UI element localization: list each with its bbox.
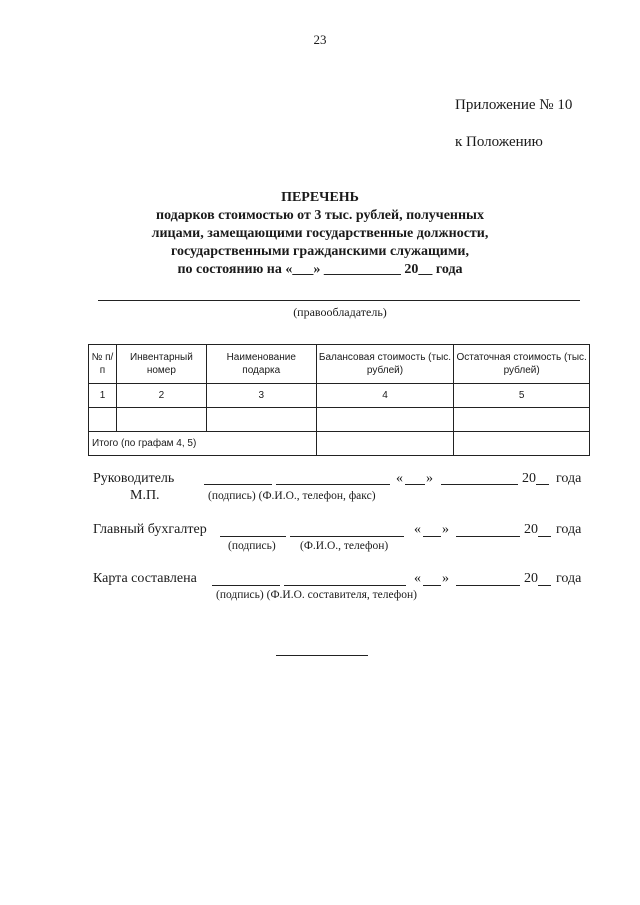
title-line-3: государственными гражданскими служащими, (171, 244, 469, 259)
rightholder-line (98, 300, 580, 301)
accountant-signature-line (220, 536, 286, 537)
document-title (120, 189, 520, 279)
head-signature-row (93, 471, 174, 487)
column-number-4: 4 (316, 384, 454, 408)
head-name-line (276, 484, 390, 485)
head-year-prefix: 20 (522, 471, 536, 486)
header-gift-name: Наименование подарка (206, 345, 316, 384)
header-book-value: Балансовая стоимость (тыс. рублей) (316, 345, 454, 384)
column-number-5: 5 (454, 384, 590, 408)
total-residual-value (454, 432, 590, 456)
table-column-numbers-row (89, 384, 590, 408)
column-number-2: 2 (116, 384, 206, 408)
accountant-name-caption: (Ф.И.О., телефон) (300, 540, 389, 552)
page-number: 23 (313, 32, 327, 47)
head-month-line (441, 484, 518, 485)
accountant-day-line (423, 536, 441, 537)
accountant-name-line (290, 536, 404, 537)
title-heading: ПЕРЕЧЕНЬ (281, 190, 359, 205)
gifts-table (88, 344, 590, 456)
accountant-year-suffix: года (556, 522, 582, 537)
column-number-3: 3 (206, 384, 316, 408)
accountant-year-line (538, 536, 551, 537)
end-divider (276, 655, 368, 656)
column-number-1: 1 (89, 384, 117, 408)
compiled-signature-line (212, 585, 280, 586)
compiled-label: Карта составлена (93, 571, 197, 586)
title-line-1: подарков стоимостью от 3 тыс. рублей, полученных (156, 208, 484, 223)
appendix-label: Приложение № 10 (455, 97, 573, 113)
head-signature-caption: (подпись) (Ф.И.О., телефон, факс) (208, 490, 376, 502)
compiled-date-open: « (414, 571, 421, 586)
accountant-label: Главный бухгалтер (93, 522, 207, 537)
table-cell (454, 408, 590, 432)
head-signature-line (204, 484, 272, 485)
table-cell (316, 408, 454, 432)
accountant-year-prefix: 20 (524, 522, 538, 537)
head-year-suffix: года (556, 471, 582, 486)
total-book-value (316, 432, 454, 456)
rightholder-caption: (правообладатель) (293, 305, 387, 319)
accountant-date-close: » (442, 522, 449, 537)
compiled-year-line (538, 585, 551, 586)
head-day-line (405, 484, 425, 485)
appendix-reference: к Положению (455, 134, 543, 150)
total-label: Итого (по графам 4, 5) (89, 432, 317, 456)
accountant-sign-caption: (подпись) (228, 540, 276, 552)
title-line-2: лицами, замещающими государственные должности, (151, 226, 489, 241)
accountant-month-line (456, 536, 520, 537)
compiled-caption: (подпись) (Ф.И.О. составителя, телефон) (216, 589, 417, 601)
compiled-year-suffix: года (556, 571, 582, 586)
compiled-name-line (284, 585, 406, 586)
accountant-date-open: « (414, 522, 421, 537)
table-cell (89, 408, 117, 432)
table-row (89, 408, 590, 432)
compiled-year-prefix: 20 (524, 571, 538, 586)
compiled-month-line (456, 585, 520, 586)
header-inventory-number: Инвентарный номер (116, 345, 206, 384)
table-cell (206, 408, 316, 432)
head-year-line (536, 484, 549, 485)
head-date-close: » (426, 471, 433, 486)
table-header-row (89, 345, 590, 384)
header-number: № п/п (89, 345, 117, 384)
compiled-date-close: » (442, 571, 449, 586)
table-cell (116, 408, 206, 432)
header-residual-value: Остаточная стоимость (тыс. рублей) (454, 345, 590, 384)
head-date-open: « (396, 471, 403, 486)
table-total-row (89, 432, 590, 456)
head-label: Руководитель (93, 471, 175, 486)
title-line-4: по состоянию на «___» ___________ 20__ года (177, 262, 463, 277)
compiled-day-line (423, 585, 441, 586)
stamp-label: М.П. (130, 488, 160, 503)
